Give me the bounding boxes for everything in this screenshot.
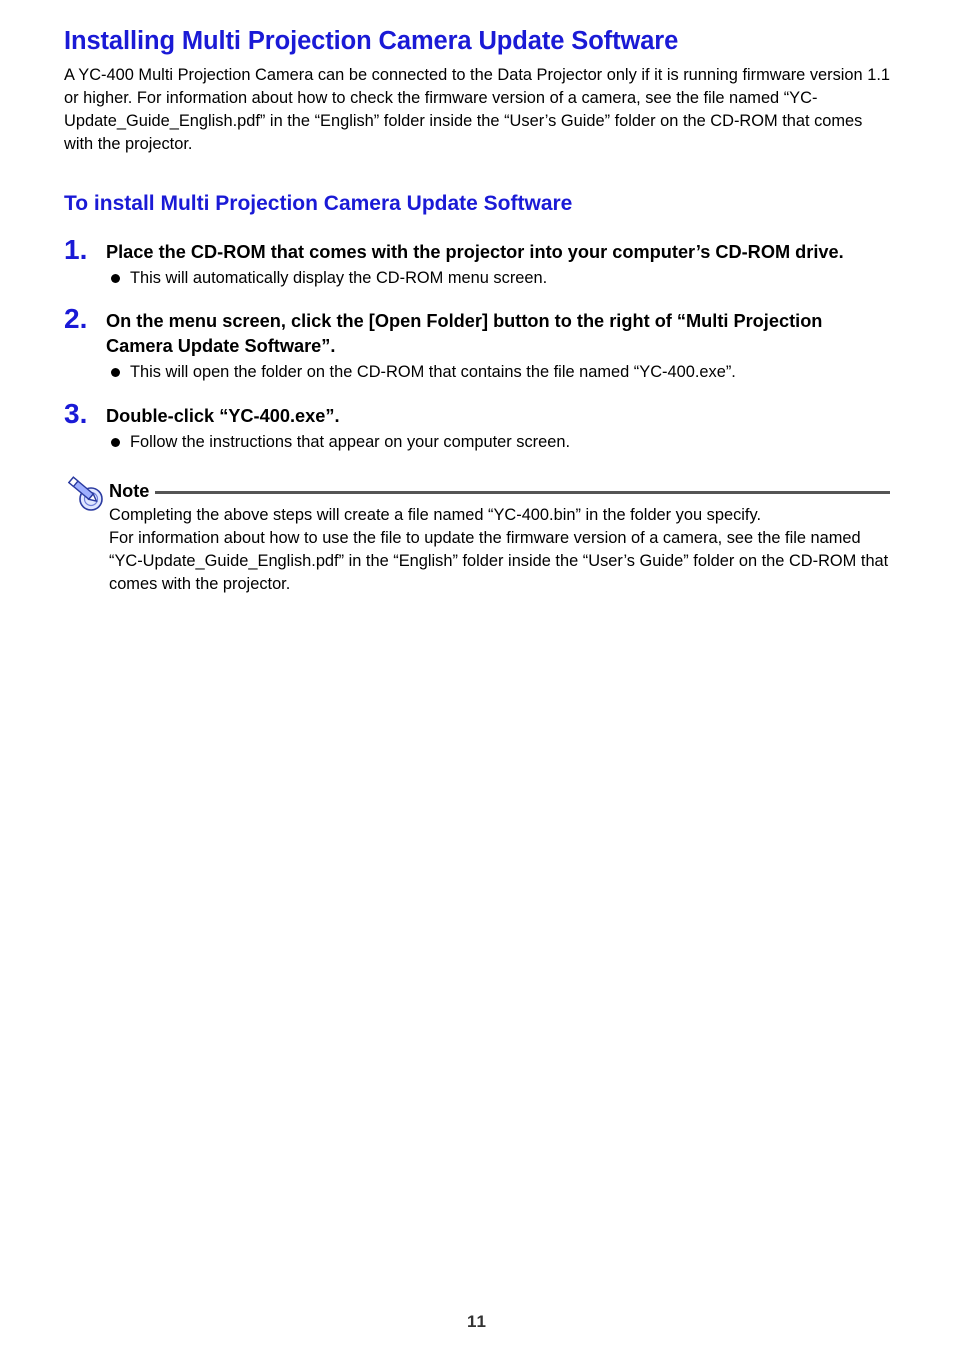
page-number: 11	[467, 1312, 487, 1331]
bullet-text: This will automatically display the CD-ROM menu screen.	[130, 269, 548, 287]
page-title: Installing Multi Projection Camera Update Software	[64, 27, 679, 55]
note-text-line1: Completing the above steps will create a file named “YC-400.bin” in the folder you specify.	[109, 506, 762, 524]
step-instruction: Place the CD-ROM that comes with the projector into your computer’s CD-ROM drive.	[106, 242, 844, 262]
bullet-dot-icon	[111, 368, 120, 377]
note-divider	[155, 491, 890, 494]
step-bullet	[108, 267, 890, 290]
note-text-line2: For information about how to use the file to update the firmware version of a camera, see the file named “YC-Update_Guide_English.pdf” in the “English” folder inside the “User’s Guide” folder on the CD-ROM that comes with the projector.	[109, 529, 889, 593]
section-title: To install Multi Projection Camera Update Software	[64, 192, 573, 215]
note-header	[109, 478, 890, 504]
step-1	[64, 234, 890, 290]
step-3	[64, 398, 890, 454]
note-box	[64, 478, 890, 596]
note-label: Note	[109, 481, 150, 501]
step-number: 3.	[64, 398, 88, 429]
bullet-text: This will open the folder on the CD-ROM that contains the file named “YC-400.exe”.	[130, 363, 736, 381]
step-bullet	[108, 361, 890, 384]
bullet-text: Follow the instructions that appear on your computer screen.	[130, 433, 571, 451]
intro-paragraph: A YC-400 Multi Projection Camera can be connected to the Data Projector only if it is running firmware version 1.1 or higher. For information about how to check the firmware version of a camera, see the file named “YC-Update_Guide_English.pdf” in the “English” folder inside the “User’s Guide” folder on the CD-ROM that comes with the projector.	[64, 66, 891, 153]
bullet-dot-icon	[111, 274, 120, 283]
step-instruction: Double-click “YC-400.exe”.	[106, 406, 340, 426]
note-pencil-icon	[64, 473, 106, 513]
step-number: 2.	[64, 303, 88, 334]
step-2	[64, 303, 890, 384]
step-bullet	[108, 431, 890, 454]
step-number: 1.	[64, 234, 88, 265]
page-content	[64, 24, 890, 596]
step-instruction: On the menu screen, click the [Open Folder] button to the right of “Multi Projection Camera Update Software”.	[106, 311, 823, 356]
bullet-dot-icon	[111, 438, 120, 447]
